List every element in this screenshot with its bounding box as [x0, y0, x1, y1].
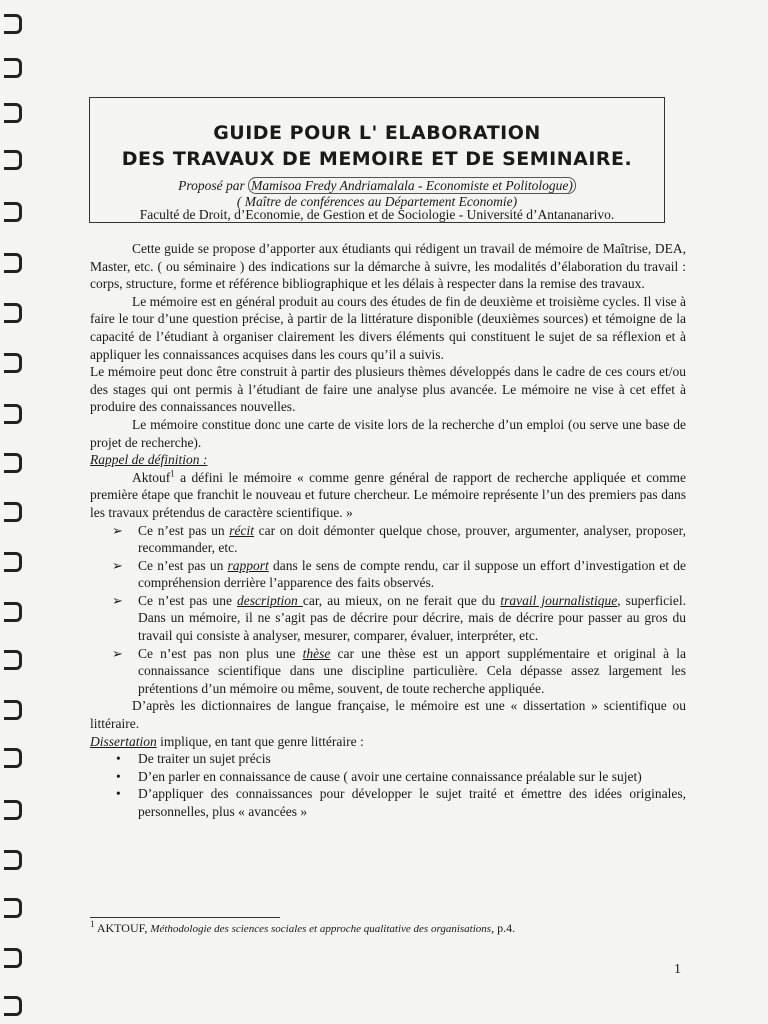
- binding-ring-icon: [4, 602, 22, 622]
- binding-ring-icon: [4, 253, 22, 273]
- binding-ring-icon: [4, 150, 22, 170]
- bullet-icon: •: [116, 768, 121, 784]
- footnote-author: AKTOUF,: [94, 921, 151, 935]
- binding-ring-icon: [4, 502, 22, 522]
- binding-ring-icon: [4, 948, 22, 968]
- proposed-by: [90, 178, 664, 194]
- aktouf-name: Aktouf: [132, 469, 171, 485]
- binding-ring-icon: [4, 353, 22, 373]
- spiral-binding: [0, 0, 30, 1024]
- list-item: [90, 750, 686, 768]
- footnote-page: , p.4.: [491, 921, 516, 935]
- footnote-title: Méthodologie des sciences sociales et approche qualitative des organisations: [150, 923, 492, 935]
- aktouf-text: a défini le mémoire « comme genre général de rapport de recherche appliquée et comme première étape que franchit le nouveau et future chercheur. Le mémoire représente l’un des premiers pas dans les travaux prétendus de caractère scientifique. »: [90, 469, 686, 520]
- paragraph-intro: Cette guide se propose d’apporter aux étudiants qui rédigent un travail de mémoire de Maîtrise, DEA, Master, etc. ( ou séminaire ) des indications sur la démarche à suivre, les modalités d’élaboration du travail : corps, structure, forme et référence bibliographique et les délais à respecter dans la remise des travaux.: [90, 241, 686, 292]
- item-text: D’en parler en connaissance de cause ( avoir une certaine connaissance préalable sur le sujet): [138, 768, 642, 784]
- list-item: [90, 785, 686, 820]
- term-description: description: [237, 592, 303, 608]
- term-travail-journalistique: travail journalistique: [500, 592, 618, 608]
- dissertation-list: [90, 750, 686, 820]
- item-text: , superficiel. Dans un mémoire, il ne s’agit pas de décrire pour décrire, mais de décrire pour passer au gros du travail qui consiste à analyser, mesurer, comparer, évaluer, interpréter, etc.: [138, 592, 686, 644]
- list-item: [90, 592, 686, 645]
- title-box: [89, 97, 665, 223]
- author-role: ( Maître de conférences au Département Economie): [236, 194, 518, 209]
- binding-ring-icon: [4, 898, 22, 918]
- term-recit: récit: [229, 522, 255, 538]
- item-text: Ce n’est pas non plus une: [138, 645, 303, 661]
- list-item: [90, 645, 686, 698]
- binding-ring-icon: [4, 552, 22, 572]
- faculty-line: Faculté de Droit, d’Economie, de Gestion et de Sociologie - Université d’Antananarivo.: [139, 207, 615, 222]
- paragraph-construction: Le mémoire peut donc être construit à partir des plusieurs thèmes développés dans le cadre de ces cours et/ou des stages qui ont permis à l’étudiant de faire une analyse plus avancée. Le mémoire ne vise à cet effet à produire des connaissances nouvelles.: [90, 364, 686, 415]
- rappel-heading: Rappel de définition :: [90, 452, 208, 468]
- arrow-bullet-icon: ➢: [112, 522, 123, 538]
- paragraph-dictionnaires: D’après les dictionnaires de langue française, le mémoire est une « dissertation » scientifique ou littéraire.: [90, 698, 686, 732]
- item-text: D’appliquer des connaissances pour développer le sujet traité et émettre des idées originales, personnelles, plus « avancées »: [138, 786, 686, 819]
- item-text: Ce n’est pas une: [138, 592, 238, 608]
- paragraph-dissertation: [90, 733, 686, 751]
- item-text: De traiter un sujet précis: [138, 751, 271, 767]
- footnote-divider: [90, 917, 280, 918]
- binding-ring-icon: [4, 850, 22, 870]
- binding-ring-icon: [4, 996, 22, 1016]
- arrow-bullet-icon: ➢: [112, 557, 123, 573]
- binding-ring-icon: [4, 404, 22, 424]
- paragraph-memoire-general: Le mémoire est en général produit au cours des études de fin de deuxième et troisième cycles. Il vise à faire le tour d’une question précise, à partir de la littérature disponible (deuxièmes sources) et témoigne de la capacité de l’étudiant à organiser clairement les divers éléments qui constituent le sujet de sa réflexion et à appliquer les connaissances acquises dans les cours qu’il a suivis.: [90, 293, 686, 362]
- item-text: dans le sens de compte rendu, car il suppose un effort d’investigation et de compréhension derrière l’apparence des faits observés.: [138, 557, 687, 591]
- author-name: Mamisoa Fredy Andriamalala - Economiste et Politologue): [248, 177, 576, 194]
- list-item: [90, 557, 686, 592]
- binding-ring-icon: [4, 103, 22, 123]
- section-heading-rappel: [90, 451, 686, 469]
- item-text: car on doit démonter quelque chose, prouver, argumenter, analyser, proposer, recommander, etc.: [138, 522, 686, 556]
- footnote: [90, 921, 515, 936]
- title-line-1: GUIDE POUR L' ELABORATION: [213, 122, 541, 144]
- item-text: car, au mieux, on ne ferait que du: [302, 592, 501, 608]
- list-item: [90, 522, 686, 557]
- bullet-icon: •: [116, 786, 121, 802]
- item-text: car une thèse est un apport supplémentaire et original à la connaissance scientifique dans une discipline particulière. Cela dépasse assez largement les prétentions d’un mémoire ou même, souvent, de toute recherche appliquée.: [138, 645, 686, 696]
- bullet-icon: •: [116, 751, 121, 767]
- binding-ring-icon: [4, 650, 22, 670]
- negation-list: [90, 522, 686, 698]
- binding-ring-icon: [4, 58, 22, 78]
- list-item: [90, 768, 686, 786]
- term-these: thèse: [302, 645, 331, 661]
- paragraph-aktouf: [90, 469, 686, 522]
- binding-ring-icon: [4, 202, 22, 222]
- page-number: 1: [674, 962, 681, 977]
- binding-ring-icon: [4, 700, 22, 720]
- binding-ring-icon: [4, 453, 22, 473]
- item-text: Ce n’est pas un: [138, 522, 230, 538]
- binding-ring-icon: [4, 14, 22, 34]
- binding-ring-icon: [4, 303, 22, 323]
- arrow-bullet-icon: ➢: [112, 592, 123, 608]
- proposed-prefix: Proposé par: [178, 178, 245, 193]
- title-line-2: DES TRAVAUX DE MEMOIRE ET DE SEMINAIRE.: [121, 148, 633, 170]
- arrow-bullet-icon: ➢: [112, 645, 123, 661]
- binding-ring-icon: [4, 800, 22, 820]
- item-text: Ce n’est pas un: [138, 557, 228, 573]
- dissertation-text: implique, en tant que genre littéraire :: [156, 733, 364, 749]
- document-body: [90, 240, 686, 821]
- footnote-ref: 1: [170, 468, 175, 479]
- paragraph-carte-visite: Le mémoire constitue donc une carte de visite lors de la recherche d’un emploi (ou serve une base de projet de recherche).: [90, 416, 686, 450]
- term-rapport: rapport: [227, 557, 269, 573]
- footnote-number: 1: [90, 919, 95, 929]
- dissertation-term: Dissertation: [90, 733, 157, 749]
- binding-ring-icon: [4, 748, 22, 768]
